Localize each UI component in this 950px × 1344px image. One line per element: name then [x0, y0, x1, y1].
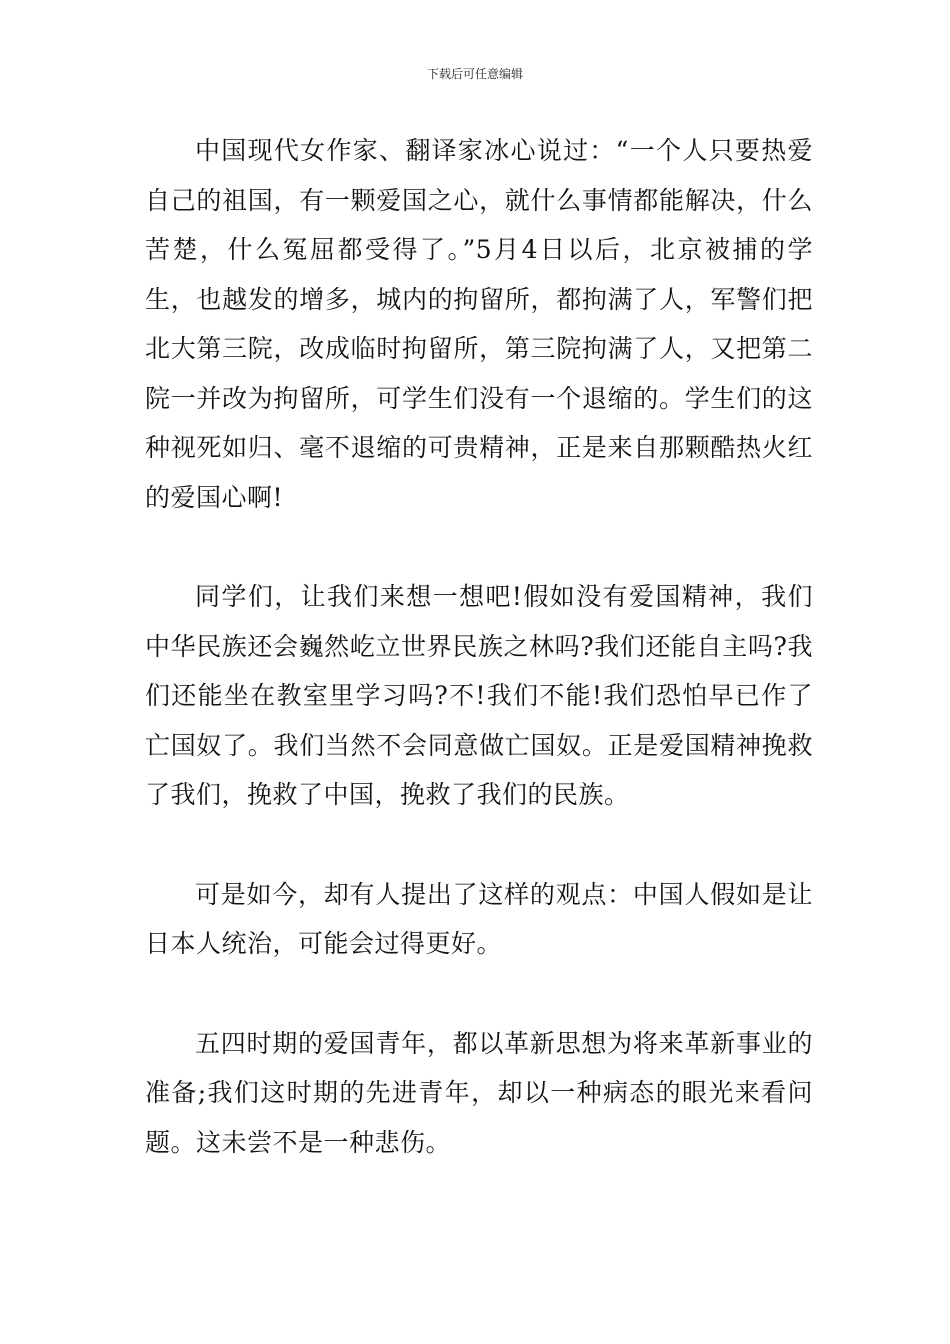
- paragraph-4: 五四时期的爱国青年，都以革新思想为将来革新事业的准备;我们这时期的先进青年，却以一种病态的眼光来看问题。这未尝不是一种悲伤。: [145, 1028, 813, 1157]
- paragraph-2: 同学们，让我们来想一想吧!假如没有爱国精神，我们中华民族还会巍然屹立世界民族之林吗?我们还能自主吗?我们还能坐在教室里学习吗?不!我们不能!我们恐怕早已作了亡国奴了。我们当然不会同意做亡国奴。正是爱国精神挽救了我们，挽救了中国，挽救了我们的民族。: [145, 582, 813, 809]
- paragraph-1: 中国现代女作家、翻译家冰心说过：“一个人只要热爱自己的祖国，有一颗爱国之心，就什么事情都能解决，什么苦楚，什么冤屈都受得了。”5月4日以后，北京被捕的学生，也越发的增多，城内的拘留所，都拘满了人，军警们把北大第三院，改成临时拘留所，第三院拘满了人，又把第二院一并改为拘留所，可学生们没有一个退缩的。学生们的这种视死如归、毫不退缩的可贵精神，正是来自那颗酷热火红的爱国心啊!: [145, 136, 813, 512]
- page-header: 下载后可任意编辑: [426, 67, 523, 81]
- paragraph-3: 可是如今，却有人提出了这样的观点：中国人假如是让日本人统治，可能会过得更好。: [145, 879, 813, 958]
- document-body: [145, 126, 813, 1167]
